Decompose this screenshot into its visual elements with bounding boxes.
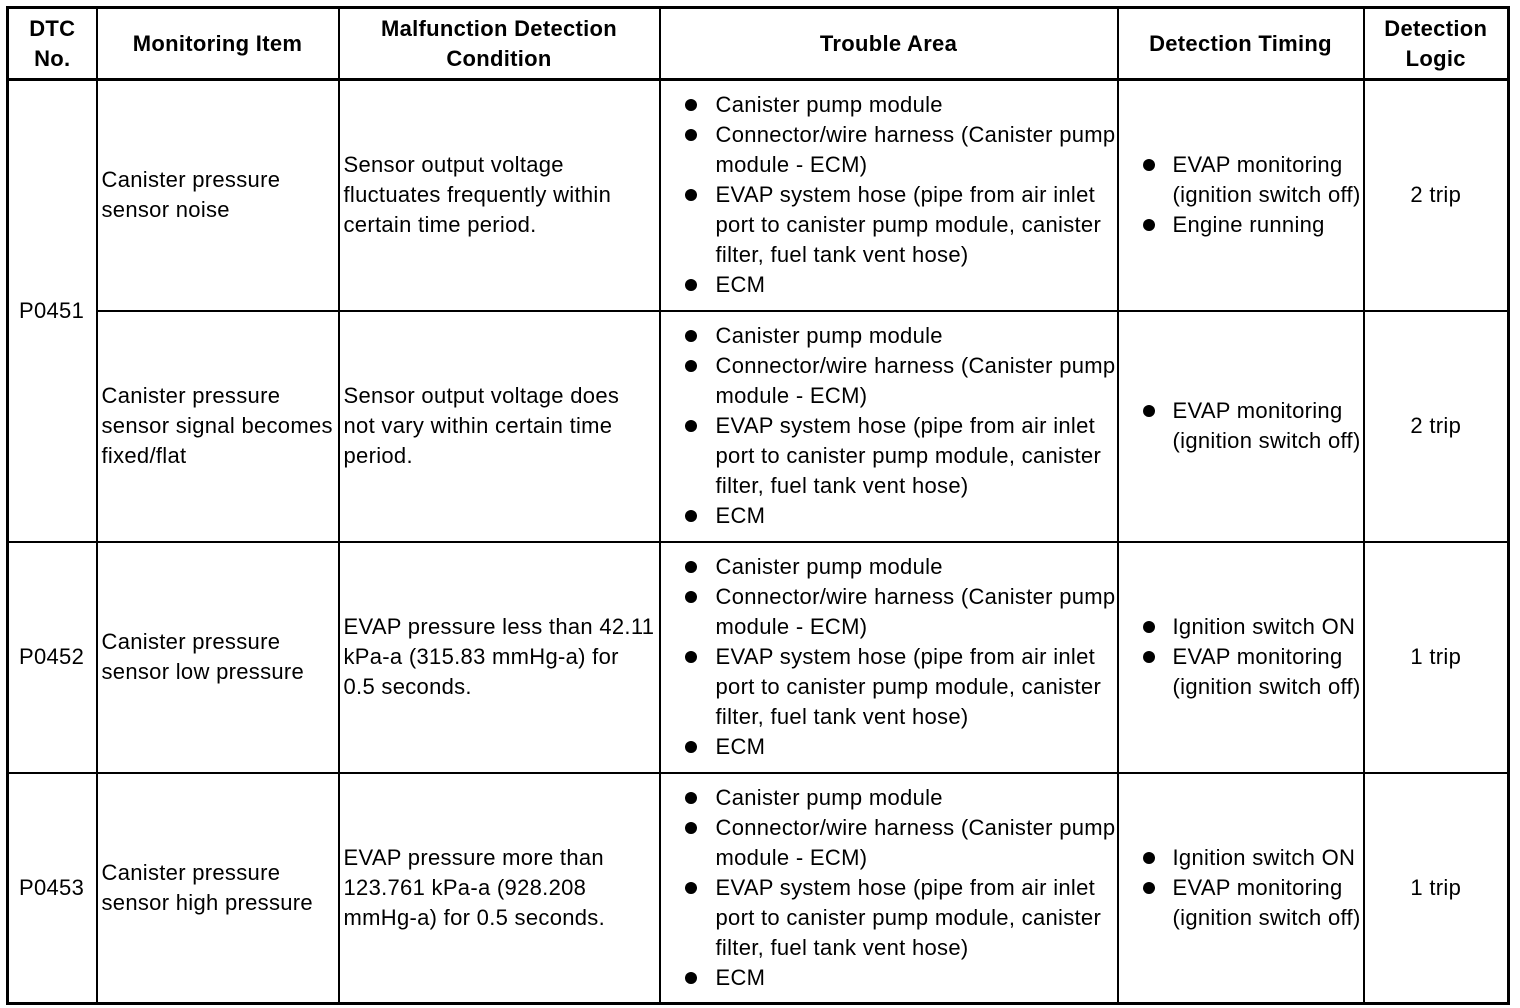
detection-timing-cell (1118, 80, 1364, 311)
trouble-area-cell (660, 311, 1118, 542)
detection-timing-list (1119, 612, 1363, 702)
monitoring-item-cell: Canister pressure sensor signal becomes fixed/flat (97, 311, 339, 542)
list-item-text: Connector/wire harness (Canister pump module - ECM) (715, 584, 1116, 639)
detection-timing-cell (1118, 311, 1364, 542)
trouble-area-cell (660, 773, 1118, 1004)
trouble-area-list (661, 321, 1117, 531)
bullet-icon (685, 882, 697, 894)
list-item-text: EVAP system hose (pipe from air inlet port to canister pump module, canister filter, fuel tank vent hose) (715, 413, 1102, 498)
trouble-area-list (661, 552, 1117, 762)
header-detection-logic: Detection Logic (1364, 8, 1509, 80)
list-item (1119, 150, 1363, 210)
dtc-table (6, 6, 1510, 1005)
list-item-text: EVAP monitoring (ignition switch off) (1172, 398, 1361, 453)
list-item (661, 321, 1117, 351)
list-item-text: Canister pump module (715, 784, 943, 810)
detection-timing-list (1119, 396, 1363, 456)
list-item (661, 90, 1117, 120)
bullet-icon (685, 510, 697, 522)
list-item (661, 270, 1117, 300)
dtc-code-cell: P0453 (8, 773, 97, 1004)
condition-cell: Sensor output voltage fluctuates frequently within certain time period. (339, 80, 660, 311)
list-item-text: EVAP monitoring (ignition switch off) (1172, 644, 1361, 699)
list-item-text: ECM (715, 272, 766, 298)
list-item (1119, 873, 1363, 933)
bullet-icon (685, 189, 697, 201)
list-item-text: EVAP monitoring (ignition switch off) (1172, 152, 1361, 208)
list-item (661, 642, 1117, 732)
list-item (1119, 843, 1363, 873)
list-item-text: Canister pump module (715, 92, 943, 118)
list-item-text: Engine running (1172, 212, 1325, 238)
list-item (661, 582, 1117, 642)
list-item-text: Connector/wire harness (Canister pump module - ECM) (715, 122, 1116, 178)
bullet-icon (685, 972, 697, 984)
bullet-icon (1143, 882, 1155, 894)
list-item-text: Connector/wire harness (Canister pump module - ECM) (715, 353, 1116, 408)
monitoring-item-cell: Canister pressure sensor high pressure (97, 773, 339, 1004)
condition-cell: EVAP pressure more than 123.761 kPa-a (928.208 mmHg-a) for 0.5 seconds. (339, 773, 660, 1004)
bullet-icon (1143, 621, 1155, 633)
list-item (1119, 642, 1363, 702)
bullet-icon (1143, 651, 1155, 663)
header-dtc-no: DTC No. (8, 8, 97, 80)
bullet-icon (685, 741, 697, 753)
condition-cell: EVAP pressure less than 42.11 kPa-a (315.83 mmHg-a) for 0.5 seconds. (339, 542, 660, 773)
detection-logic-cell: 1 trip (1364, 773, 1509, 1004)
list-item-text: ECM (715, 964, 766, 990)
bullet-icon (685, 792, 697, 804)
monitoring-item-cell: Canister pressure sensor noise (97, 80, 339, 311)
list-item (661, 873, 1117, 963)
header-row (8, 8, 1509, 80)
bullet-icon (685, 822, 697, 834)
dtc-code-cell: P0452 (8, 542, 97, 773)
list-item (661, 813, 1117, 873)
list-item (661, 411, 1117, 501)
list-item (661, 783, 1117, 813)
header-monitoring-item: Monitoring Item (97, 8, 339, 80)
bullet-icon (685, 360, 697, 372)
bullet-icon (685, 279, 697, 291)
bullet-icon (685, 561, 697, 573)
list-item (1119, 612, 1363, 642)
table-row (8, 542, 1509, 773)
trouble-area-cell (660, 542, 1118, 773)
detection-timing-list (1119, 150, 1363, 240)
bullet-icon (1143, 219, 1155, 231)
bullet-icon (1143, 852, 1155, 864)
list-item (661, 501, 1117, 531)
detection-logic-cell: 1 trip (1364, 542, 1509, 773)
list-item-text: EVAP system hose (pipe from air inlet port to canister pump module, canister filter, fuel tank vent hose) (715, 644, 1102, 729)
detection-timing-cell (1118, 773, 1364, 1004)
trouble-area-cell (660, 80, 1118, 311)
list-item-text: Ignition switch ON (1172, 614, 1356, 639)
bullet-icon (685, 129, 697, 141)
list-item-text: Canister pump module (715, 323, 943, 348)
header-detection-timing: Detection Timing (1118, 8, 1364, 80)
bullet-icon (685, 591, 697, 603)
list-item-text: Ignition switch ON (1172, 844, 1356, 870)
bullet-icon (685, 99, 697, 111)
bullet-icon (685, 420, 697, 432)
list-item (661, 180, 1117, 270)
list-item-text: Canister pump module (715, 554, 943, 579)
table-row (8, 80, 1509, 311)
bullet-icon (1143, 159, 1155, 171)
trouble-area-list (661, 90, 1117, 300)
list-item (661, 732, 1117, 762)
header-malfunction-condition: Malfunction Detection Condition (339, 8, 660, 80)
list-item (1119, 396, 1363, 456)
list-item-text: ECM (715, 734, 766, 759)
list-item-text: EVAP system hose (pipe from air inlet port to canister pump module, canister filter, fuel tank vent hose) (715, 874, 1102, 960)
table-row (8, 311, 1509, 542)
list-item-text: ECM (715, 503, 766, 528)
monitoring-item-cell: Canister pressure sensor low pressure (97, 542, 339, 773)
list-item (661, 351, 1117, 411)
trouble-area-list (661, 783, 1117, 993)
list-item-text: Connector/wire harness (Canister pump module - ECM) (715, 814, 1116, 870)
header-trouble-area: Trouble Area (660, 8, 1118, 80)
list-item-text: EVAP system hose (pipe from air inlet port to canister pump module, canister filter, fuel tank vent hose) (715, 182, 1102, 268)
dtc-code-cell: P0451 (8, 80, 97, 542)
detection-timing-list (1119, 843, 1363, 933)
table-row (8, 773, 1509, 1004)
condition-cell: Sensor output voltage does not vary within certain time period. (339, 311, 660, 542)
list-item (1119, 210, 1363, 240)
bullet-icon (1143, 405, 1155, 417)
bullet-icon (685, 330, 697, 342)
detection-logic-cell: 2 trip (1364, 80, 1509, 311)
list-item-text: EVAP monitoring (ignition switch off) (1172, 874, 1361, 930)
bullet-icon (685, 651, 697, 663)
detection-timing-cell (1118, 542, 1364, 773)
dtc-table-wrapper (6, 6, 1510, 1005)
list-item (661, 552, 1117, 582)
list-item (661, 120, 1117, 180)
list-item (661, 963, 1117, 993)
detection-logic-cell: 2 trip (1364, 311, 1509, 542)
